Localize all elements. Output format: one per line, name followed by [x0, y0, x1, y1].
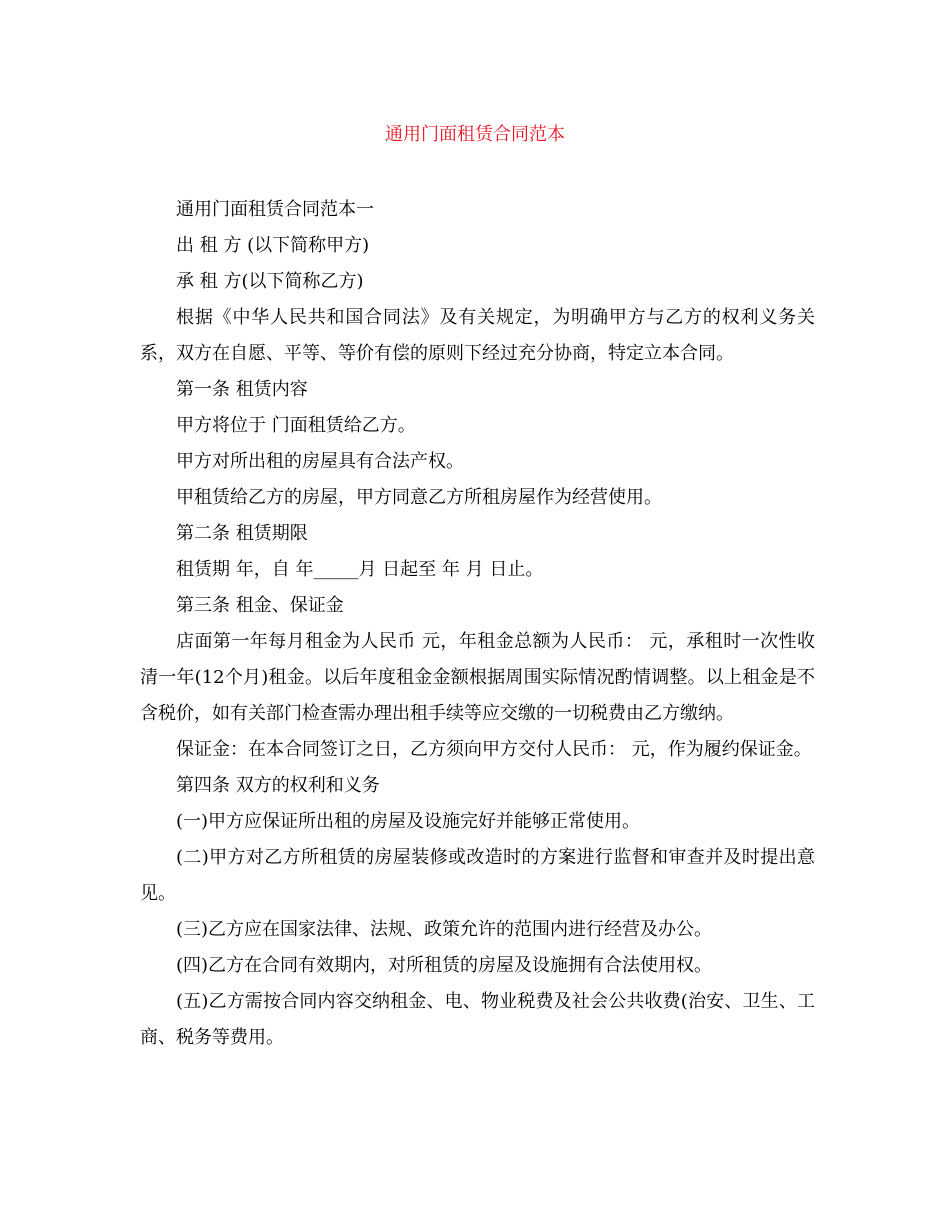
heading-article-4: 第四条 双方的权利和义务 — [176, 775, 380, 796]
paragraph-subtitle: 通用门面租赁合同范本一 — [176, 199, 374, 220]
heading-article-3: 第三条 租金、保证金 — [176, 595, 344, 616]
document-title: 通用门面租赁合同范本 — [385, 124, 565, 145]
heading-article-1: 第一条 租赁内容 — [176, 379, 308, 400]
paragraph-article-4-item-1: (一)甲方应保证所出租的房屋及设施完好并能够正常使用。 — [176, 811, 641, 832]
paragraph-lessee: 承 租 方(以下简称乙方) — [176, 271, 364, 292]
heading-article-2: 第二条 租赁期限 — [176, 523, 308, 544]
paragraph-lessor: 出 租 方 (以下简称甲方) — [176, 235, 370, 256]
paragraph-article-3-deposit: 保证金：在本合同签订之日，乙方须向甲方交付人民币： 元，作为履约保证金。 — [176, 739, 812, 760]
paragraph-article-4-item-5: (五)乙方需按合同内容交纳租金、电、物业税费及社会公共收费(治安、卫生、工商、税务等费用。 — [140, 991, 815, 1048]
paragraph-article-4-item-4: (四)乙方在合同有效期内，对所租赁的房屋及设施拥有合法使用权。 — [176, 955, 713, 976]
paragraph-article-1-location: 甲方将位于 门面租赁给乙方。 — [176, 415, 416, 436]
paragraph-article-4-item-3: (三)乙方应在国家法律、法规、政策允许的范围内进行经营及办公。 — [176, 919, 713, 940]
paragraph-article-4-item-2: (二)甲方对乙方所租赁的房屋装修或改造时的方案进行监督和审查并及时提出意见。 — [140, 847, 815, 904]
paragraph-article-1-usage: 甲租赁给乙方的房屋，甲方同意乙方所租房屋作为经营使用。 — [176, 487, 662, 508]
document-body — [140, 192, 815, 1056]
paragraph-article-2-term: 租赁期 年，自 年_____月 日起至 年 月 日止。 — [176, 559, 544, 580]
paragraph-article-3-rent: 店面第一年每月租金为人民币 元，年租金总额为人民币： 元，承租时一次性收清一年(12个月)租金。以后年度租金金额根据周围实际情况酌情调整。以上租金是不含税价，如有关部门检查需办理出租手续等应交缴的一切税费由乙方缴纳。 — [140, 631, 815, 724]
paragraph-article-1-ownership: 甲方对所出租的房屋具有合法产权。 — [176, 451, 464, 472]
paragraph-preamble: 根据《中华人民共和国合同法》及有关规定，为明确甲方与乙方的权利义务关系，双方在自愿、平等、等价有偿的原则下经过充分协商，特定立本合同。 — [140, 307, 815, 364]
